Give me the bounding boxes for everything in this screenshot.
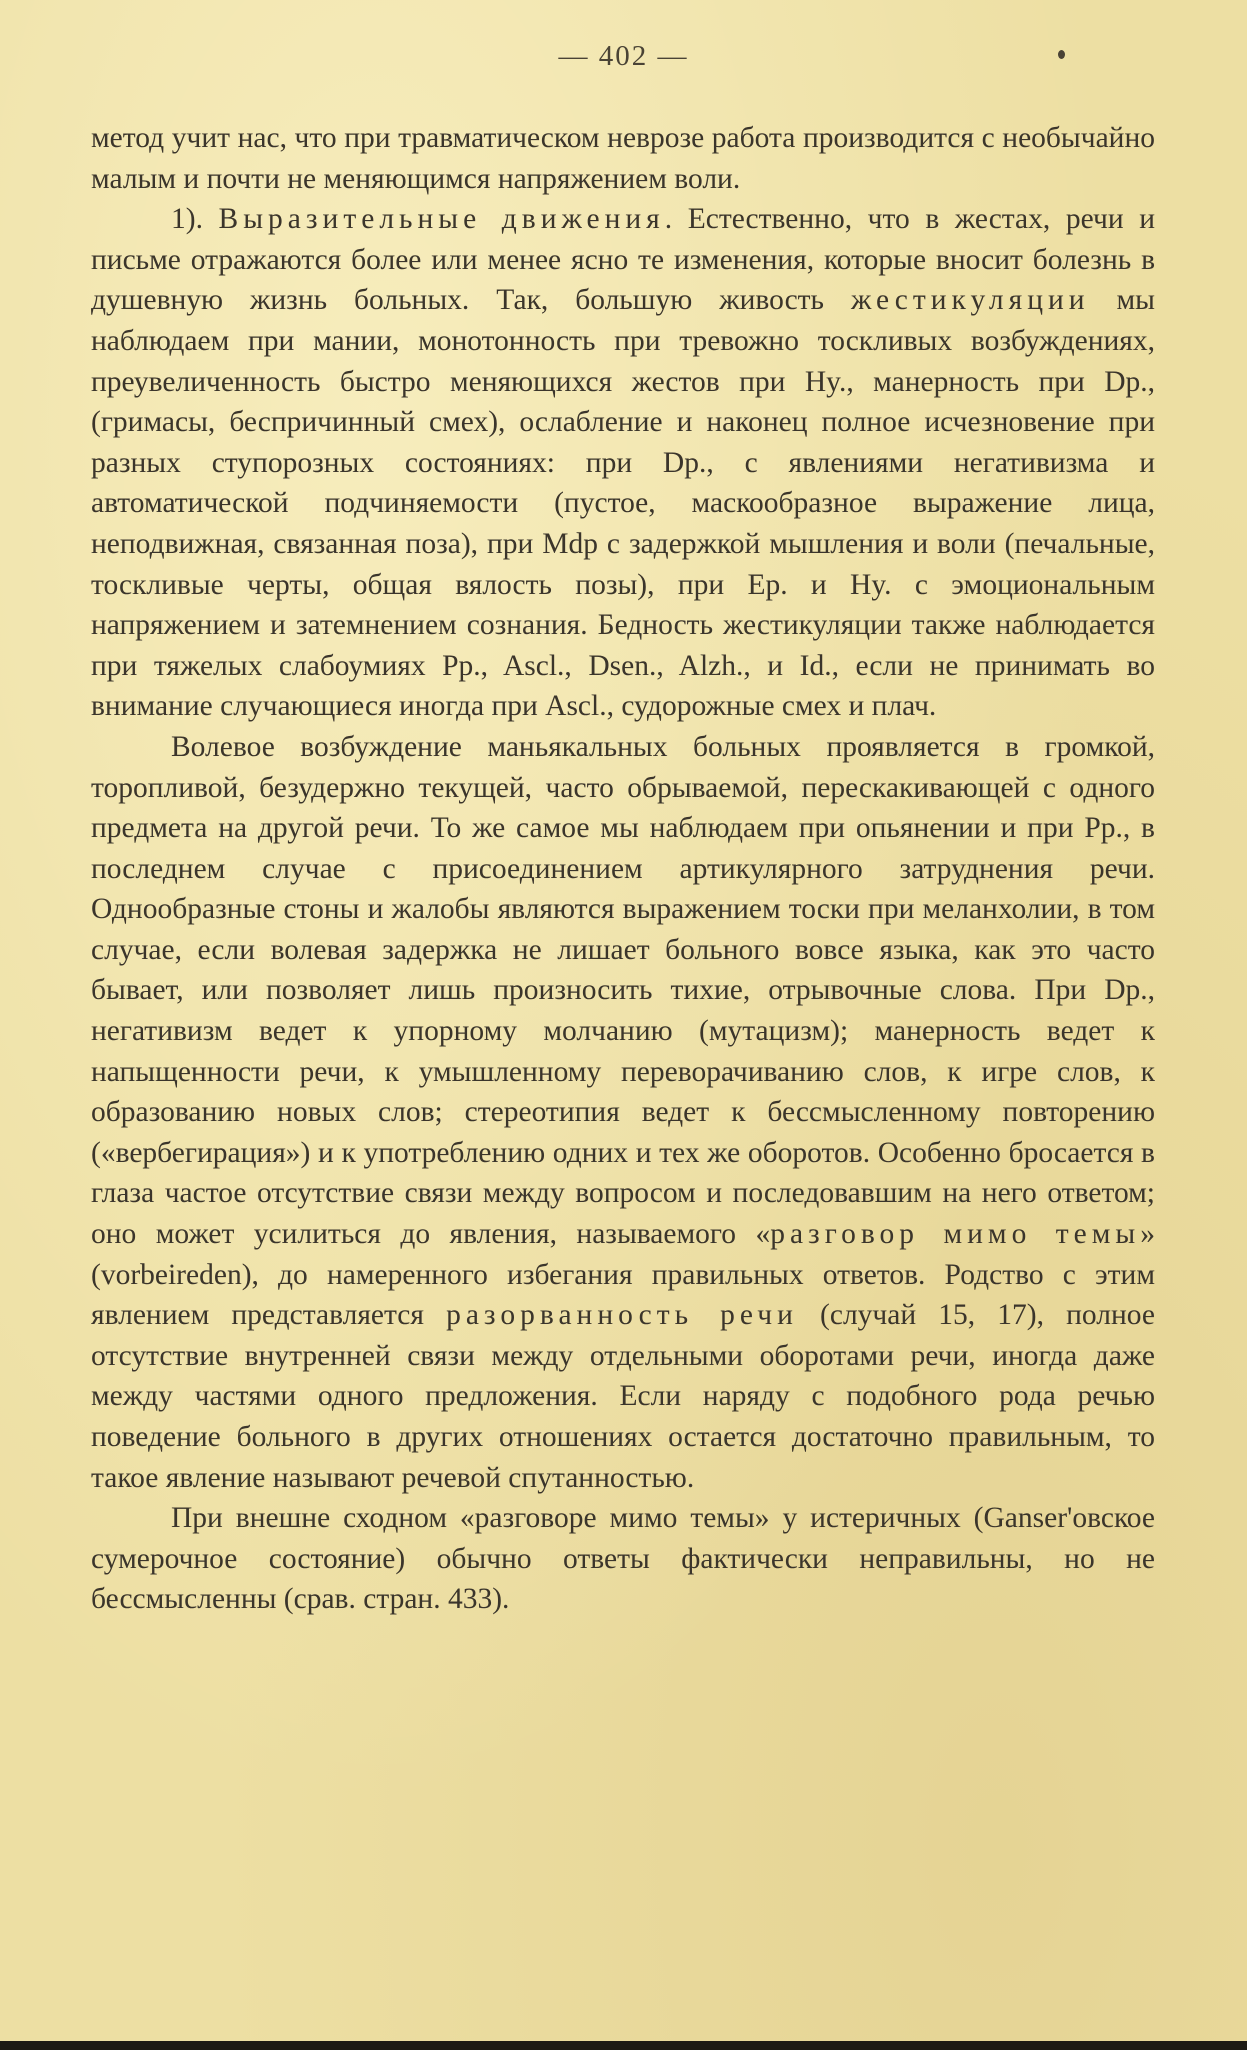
spaced-emphasis-text: разорванность речи [446,1299,798,1332]
page-bottom-edge [0,2041,1247,2050]
paragraph [91,118,1155,199]
text-run: Волевое возбуждение маньякальных больных проявляется в громкой, торопливой, безудержно текущей, часто обрываемой, перескакивающей с одного предмета на другой речи. То же самое мы наблюдаем при опьянении и при Pp., в последнем случае с присоединением артикулярного затруднения речи. Однообразные стоны и жалобы являются выражением тоски при меланхолии, в том случае, если волевая задержка не лишает больного вовсе языка, как это часто бывает, или позволяет лишь произносить тихие, отрывочные слова. При Dp., негативизм ведет к упорному молчанию (мутацизм); манерность ведет к напыщенности речи, к умышленному переворачиванию слов, к игре слов, к образованию новых слов; стереотипия ведет к бессмысленному повторению («вербегирация») и к употреблению одних и тех же оборотов. Особенно бросается в глаза частое отсутствие связи между вопросом и последовавшим на него ответом; оно может усилиться до явления, называемого « [91,730,1155,1251]
text-run: мы наблюдаем при мании, монотонность при тревожно тоскливых возбуждениях, преувеличенность быстро меняющихся жестов при Hy., манерность при Dp., (гримасы, беспричинный смех), ослабление и наконец полное исчезновение при разных ступорозных состояниях: при Dp., с явлениями негативизма и автоматической подчиняемости (пустое, маскообразное выражение лица, неподвижная, связанная поза), при Mdp с задержкой мышления и воли (печальные, тоскливые черты, общая вялость позы), при Ep. и Hy. с эмоциональным напряжением и затемнением сознания. Бедность жестикуляции также наблюдается при тяжелых слабоумиях Pp., Ascl., Dsen., Alzh., и Id., если не принимать во внимание случающиеся иногда при Ascl., судорожные смех и плач. [91,284,1155,723]
paragraph [91,199,1155,727]
page-number: — 402 — [558,40,689,72]
ink-mark [1058,50,1065,59]
body-text [91,118,1155,1620]
text-run: метод учит нас, что при травматическом неврозе работа производится с необычайно малым и почти не меняющимся напряжением воли. [91,122,1155,195]
spaced-emphasis-text: жестикуляции [850,284,1090,317]
paragraph [91,727,1155,1498]
spaced-emphasis-text: Выразительные движения [218,203,665,236]
spaced-emphasis-text: разговор мимо темы [770,1218,1141,1251]
text-run: (случай 15, 17), полное отсутствие внутренней связи между отдельными оборотами речи, иногда даже между частями одного предложения. Если наряду с подобного рода речью поведение больного в других отношениях остается достаточно правильным, то такое явление называют речевой спутанностью. [91,1299,1155,1494]
paragraph [91,1498,1155,1620]
text-run: » (vorbeireden), до намеренного избегания правильных ответов. Родство с этим явлением представляется [91,1218,1156,1332]
text-run: При внешне сходном «разговоре мимо темы» у истеричных (Ganser'овское сумерочное состояние) обычно ответы фактически неправильны, но не бессмысленны (срав. стран. 433). [91,1502,1155,1616]
text-run: 1). [171,203,219,236]
text-run: . Естественно, что в жестах, речи и письме отражаются более или менее ясно те изменения, которые вносит болезнь в душевную жизнь больных. Так, большую живость [91,203,1155,317]
